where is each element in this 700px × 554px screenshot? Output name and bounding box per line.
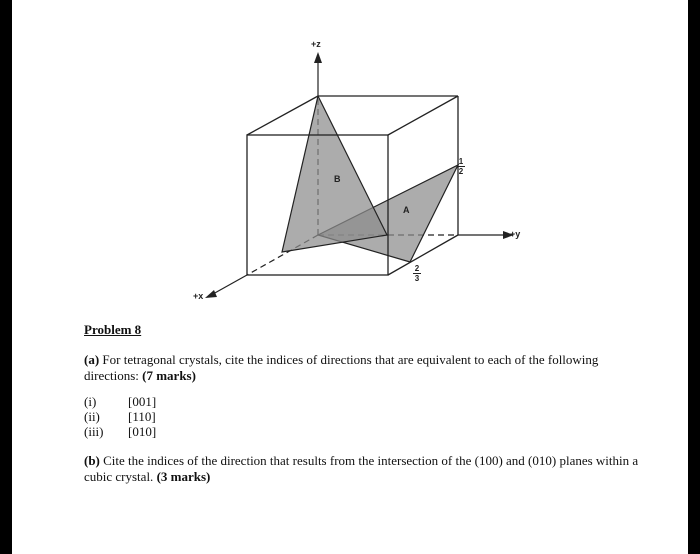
- fraction-one-half-numerator: 1: [458, 157, 464, 166]
- list-item: [84, 394, 644, 409]
- y-axis-label: +y: [510, 229, 521, 239]
- list-item: [84, 424, 644, 439]
- part-a-marks: (7 marks): [142, 368, 196, 383]
- cube-top-edge-right: [388, 96, 458, 135]
- part-b-label: (b): [84, 453, 100, 468]
- direction-list: [84, 394, 644, 439]
- part-a-label: (a): [84, 352, 100, 367]
- part-a-text: For tetragonal crystals, cite the indices of directions that are equivalent to each of the following directions:: [84, 352, 599, 383]
- fraction-one-half-denominator: 2: [458, 167, 464, 176]
- fraction-two-thirds-numerator: 2: [414, 264, 420, 273]
- plane-a-label: A: [403, 205, 410, 215]
- part-b-text: Cite the indices of the direction that results from the intersection of the (100) and (010) planes within a cubic crystal.: [84, 453, 639, 484]
- x-axis-label: +x: [193, 291, 204, 301]
- cube-top-edge-left: [247, 96, 318, 135]
- part-a-paragraph: [84, 352, 644, 384]
- fraction-two-thirds-denominator: 3: [414, 274, 420, 283]
- z-axis-arrowhead: [314, 52, 322, 63]
- list-item-direction: [110]: [128, 409, 156, 424]
- list-item-number: (iii): [84, 424, 104, 439]
- part-b-marks: (3 marks): [156, 469, 211, 484]
- problem-heading: Problem 8: [84, 322, 142, 337]
- fraction-two-thirds: [412, 264, 422, 283]
- x-axis-arrowhead: [205, 290, 217, 298]
- plane-b-label: B: [334, 174, 341, 184]
- list-item-direction: [001]: [128, 394, 157, 409]
- fraction-one-half: [456, 157, 466, 176]
- list-item-number: (ii): [84, 409, 100, 424]
- x-axis-line: [213, 275, 247, 294]
- part-b-paragraph: [84, 453, 644, 485]
- z-axis-label: +z: [311, 39, 321, 49]
- list-item-direction: [010]: [128, 424, 157, 439]
- problem-text: [84, 322, 644, 485]
- list-item: [84, 409, 644, 424]
- list-item-number: (i): [84, 394, 97, 409]
